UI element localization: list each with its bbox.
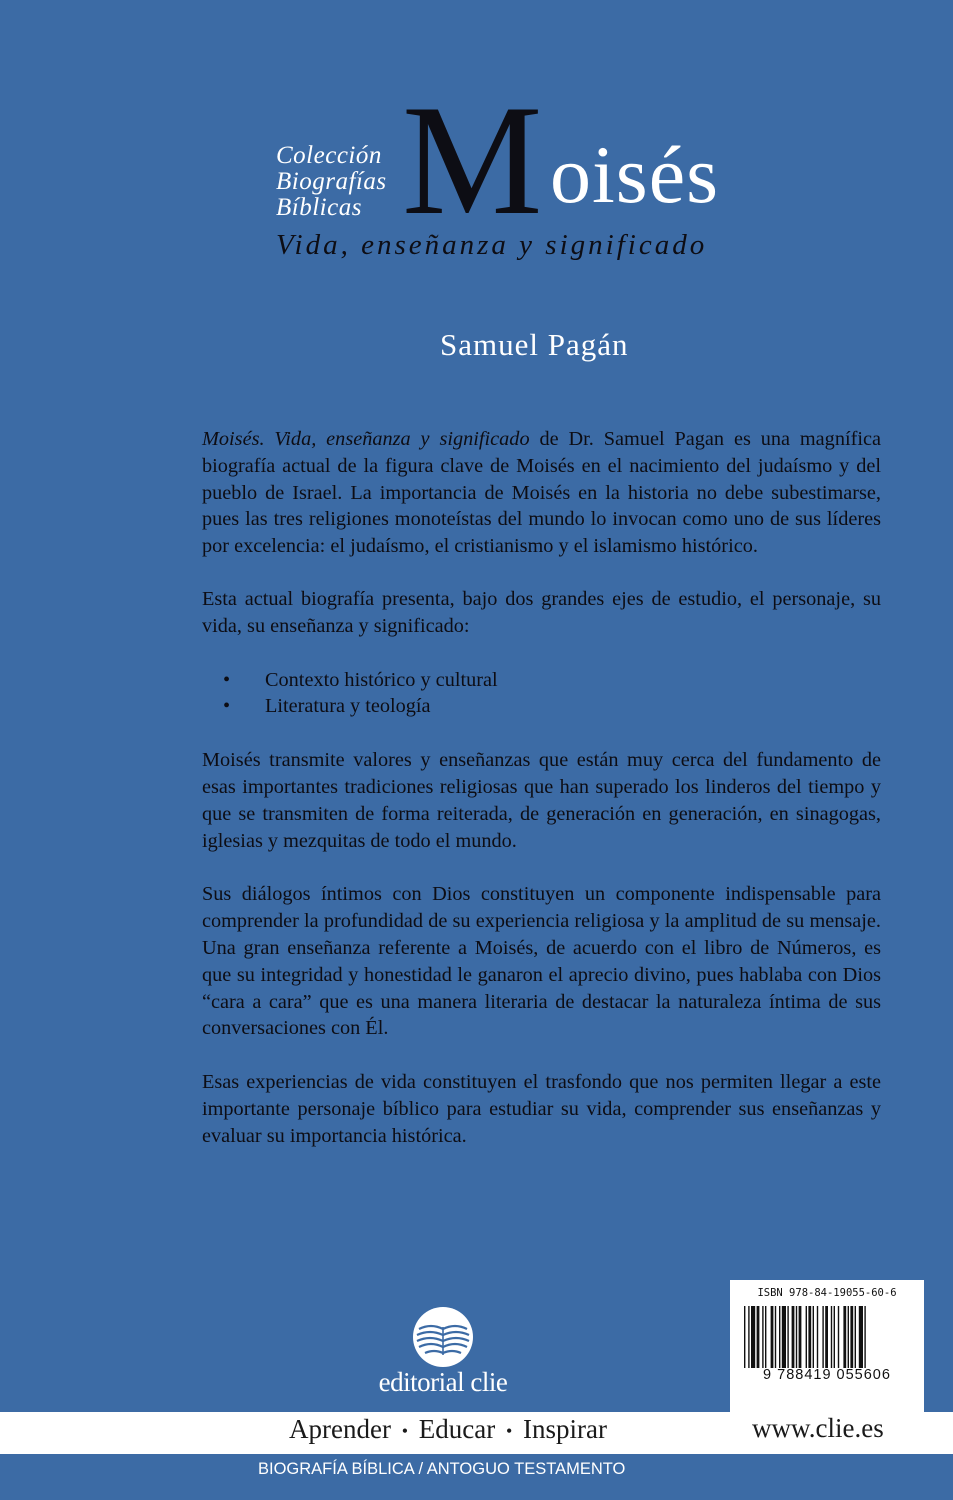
back-cover-description (202, 426, 881, 1177)
paragraph-text: de Dr. Samuel Pagan es una magnífica biografía actual de la figura clave de Moisés en el nacimiento del judaísmo y del pueblo de Israel. La importancia de Moisés en la historia no debe subestimarse, pues las tres religiones monoteístas del mundo lo invocan como uno de sus líderes por excelencia: el judaísmo, el cristianismo y el islamismo histórico. (202, 428, 881, 558)
book-subtitle: Vida, enseñanza y significado (276, 229, 708, 261)
tagline-word: Aprender (289, 1414, 391, 1444)
open-book-globe-icon (411, 1305, 475, 1369)
collection-line: Bíblicas (276, 194, 362, 221)
collection-line: Biografías (276, 168, 387, 195)
bullet-icon: • (223, 668, 231, 691)
publisher-logo (372, 1305, 514, 1401)
title-reference: Moisés. Vida, enseñanza y significado (202, 428, 530, 450)
isbn-barcode (730, 1280, 924, 1412)
book-category: BIOGRAFÍA BÍBLICA / ANTOGUO TESTAMENTO (258, 1460, 626, 1478)
barcode-bars (744, 1306, 910, 1368)
list-item (202, 667, 881, 694)
cover-header (0, 0, 953, 362)
isbn-label: ISBN 978-84-19055-60-6 (757, 1287, 897, 1299)
barcode-digits: 9 788419 055606 (763, 1367, 891, 1383)
tagline-separator: • (401, 1421, 409, 1442)
paragraph: Esas experiencias de vida constituyen el trasfondo que nos permiten llegar a este importante personaje bíblico para estudiar su vida, comprender sus enseñanzas y evaluar su importancia histórica. (202, 1071, 881, 1147)
list-item-label: Literatura y teología (265, 695, 431, 718)
paragraph (202, 426, 881, 560)
tagline-word: Educar (418, 1414, 496, 1444)
author-name: Samuel Pagán (440, 327, 629, 362)
publisher-website: www.clie.es (752, 1413, 884, 1443)
list-item-label: Contexto histórico y cultural (265, 668, 498, 691)
tagline-separator: • (505, 1421, 513, 1442)
publisher-tagline (289, 1414, 607, 1445)
book-title-initial: M (402, 73, 541, 248)
paragraph: Esta actual biografía presenta, bajo dos grandes ejes de estudio, el personaje, su vida, su enseñanza y significado: (202, 587, 881, 637)
collection-name (276, 143, 387, 221)
paragraph: Sus diálogos íntimos con Dios constituyen un componente indispensable para comprender la profundidad de su experiencia religiosa y la amplitud de su mensaje. Una gran enseñanza referente a Moisés, de acuerdo con el libro de Números, es que su integridad y honestidad le ganaron el aprecio divino, pues hablaba con Dios “cara a cara” que es una manera literaria de destacar la naturaleza íntima de sus conversaciones con Él. (202, 883, 881, 1040)
tagline-word: Inspirar (523, 1414, 607, 1444)
publisher-name: editorial clie (378, 1367, 508, 1397)
paragraph: Moisés transmite valores y enseñanzas que están muy cerca del fundamento de esas importantes tradiciones religiosas que han superado los linderos del tiempo y que se transmiten de forma reiterada, de generación en generación, en sinagogas, iglesias y mezquitas de todo el mundo. (202, 749, 881, 852)
book-title-rest: oisés (550, 129, 719, 220)
list-item (202, 693, 881, 720)
bullet-list (202, 667, 881, 721)
collection-line: Colección (276, 142, 382, 169)
bullet-icon: • (223, 695, 231, 718)
